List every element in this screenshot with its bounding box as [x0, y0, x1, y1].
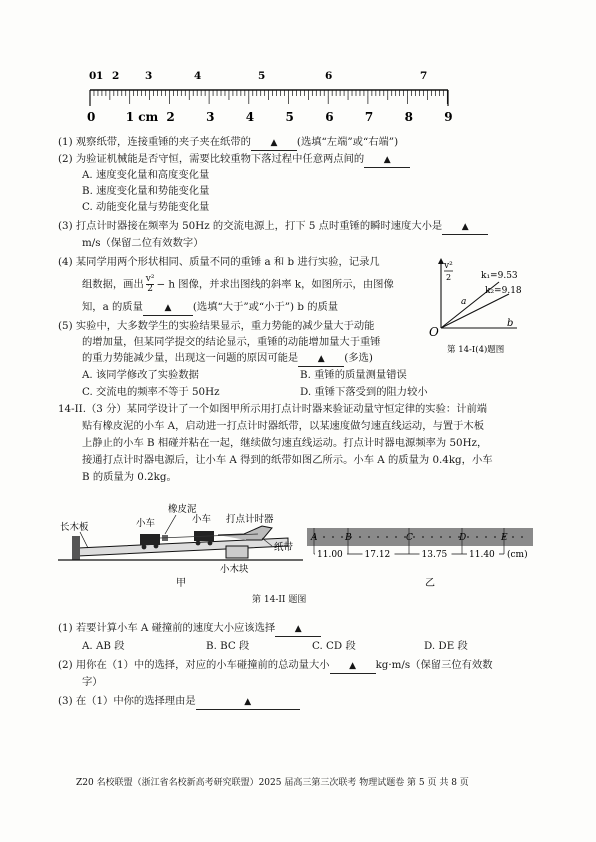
- q5-option-d: D. 重锤下落受到的阻力较小: [300, 386, 428, 398]
- q4-frac-num: v²: [145, 274, 155, 284]
- q1-line: (1) 观察纸带，连接重锤的夹子夹在纸带的 ▲ (选填“左端”或“右端”): [58, 135, 398, 151]
- tape-dot: [413, 536, 415, 538]
- tape-dimension: 13.75: [421, 550, 448, 560]
- ruler-cm-label: 0: [87, 110, 96, 124]
- p2-q1-option-b: B. BC 段: [206, 640, 250, 652]
- tape-dot: [395, 536, 397, 538]
- ruler-cm-label: 2: [166, 110, 175, 124]
- tape-point-label: A: [311, 533, 318, 543]
- tape-dimensions: [314, 548, 528, 560]
- tape-point-label: C: [406, 533, 413, 543]
- tape-dot: [449, 536, 451, 538]
- label-clay: 橡皮泥: [168, 504, 197, 515]
- car-a: [140, 534, 160, 545]
- q2-option-c: C. 动能变化量与势能变化量: [82, 201, 210, 213]
- ruler-cm-label: 6: [325, 110, 334, 124]
- ruler-cm-label: 5: [285, 110, 294, 124]
- p2-q3-answer-blank[interactable]: ▲: [196, 694, 300, 710]
- label-jia: 甲: [176, 578, 186, 589]
- p2-q3-line: (3) 在（1）中你的选择理由是 ▲: [58, 694, 300, 710]
- label-car-2: 小车: [192, 514, 212, 525]
- ruler-cm-label: 4: [245, 110, 255, 124]
- graph-y-den: 2: [446, 273, 452, 282]
- tape-dot: [467, 536, 469, 538]
- paper-tape: [307, 528, 533, 546]
- part2-intro-4: 接通打点计时器电源后，让小车 A 得到的纸带如图乙所示。小车 A 的质量为 0.4kg，小车: [82, 454, 493, 466]
- ruler-cm-label: 7: [364, 110, 374, 124]
- figure-jia-apparatus: [58, 498, 303, 593]
- graph-line-b-label: b: [507, 318, 514, 329]
- tape-dimension: 11.00: [317, 550, 343, 560]
- long-board: [78, 538, 288, 556]
- figure-yi-tape: [305, 524, 540, 592]
- q4-answer-blank[interactable]: ▲: [143, 300, 193, 316]
- q3-line2: m/s（保留二位有效数字）: [82, 237, 204, 249]
- part2-figure-caption: 第 14-II 题图: [252, 595, 307, 605]
- tape-dot-label: 4: [194, 70, 202, 82]
- q5-line1: (5) 实验中，大多数学生的实验结果显示，重力势能的减少量大于动能: [58, 320, 375, 332]
- q4-line2: 组数据，画出 $\frac{\text{v²}}{2}$ − h 图像，并求出图线的斜率 k，如图所示，由图像: [82, 274, 394, 294]
- ruler-cm-label: 9: [444, 110, 453, 124]
- ruler-cm-label: 8: [404, 110, 413, 124]
- tape-dot-labels: [89, 70, 427, 82]
- tape-dot: [341, 536, 343, 538]
- q2-option-b: B. 速度变化量和势能变化量: [82, 185, 210, 197]
- tape-dot-label: 3: [145, 70, 153, 82]
- tape-dot: [368, 536, 370, 538]
- graph-caption: 第 14-I(4)题图: [447, 345, 505, 355]
- tape-dot: [476, 536, 478, 538]
- tape-dot: [494, 536, 496, 538]
- p2-q2-answer-blank[interactable]: ▲: [330, 658, 376, 674]
- tape-dot: [377, 536, 379, 538]
- tape-dot-label: 2: [112, 70, 120, 82]
- p2-q1-option-d: D. DE 段: [424, 640, 468, 652]
- q2-option-a: A. 速度变化量和高度变化量: [82, 169, 210, 181]
- tape-dot: [485, 536, 487, 538]
- q5-option-a: A. 该同学修改了实验数据: [82, 369, 199, 381]
- q5-line3: 的重力势能减少量，出现这一问题的原因可能是 ▲ (多选): [82, 351, 373, 367]
- tape-dot: [323, 536, 325, 538]
- tape-unit: (cm): [507, 550, 528, 560]
- q3-answer-blank[interactable]: ▲: [442, 219, 488, 235]
- graph-origin: O: [429, 325, 439, 339]
- q4-line1: (4) 某同学用两个形状相同、质量不同的重锤 a 和 b 进行实验，记录几: [58, 256, 380, 268]
- v2-h-graph: [425, 256, 535, 356]
- tape-dot-label: 7: [420, 70, 428, 82]
- q2-line: (2) 为验证机械能是否守恒，需要比较重物下落过程中任意两点间的 ▲: [58, 152, 410, 168]
- tape-dot-label: 5: [258, 70, 266, 82]
- tape-dot: [386, 536, 388, 538]
- ruler-body: [90, 90, 448, 106]
- part2-intro-5: B 的质量为 0.2kg。: [82, 471, 177, 483]
- q1-answer-blank[interactable]: ▲: [251, 135, 297, 151]
- q3-line: (3) 打点计时器接在频率为 50Hz 的交流电源上，打下 5 点时重锤的瞬时速度大小是 ▲: [58, 219, 488, 235]
- tape-dot: [332, 536, 334, 538]
- label-timer: 打点计时器: [226, 514, 274, 525]
- q4-line3: 知，a 的质量 ▲ (选填“大于”或“小于”) b 的质量: [82, 300, 338, 316]
- label-yi: 乙: [425, 578, 435, 589]
- tape-dimension: 17.12: [364, 550, 391, 560]
- label-car-1: 小车: [136, 518, 156, 529]
- tape-dot: [440, 536, 442, 538]
- small-block: [226, 546, 248, 558]
- ruler-cm-label: 1 cm: [125, 110, 159, 124]
- label-tape: 纸带: [274, 542, 294, 553]
- part2-intro-3: 上静止的小车 B 相碰并粘在一起，继续做匀速直线运动。打点计时器电源频率为 50Hz，: [82, 437, 488, 449]
- graph-k2: k₂=9.18: [485, 286, 522, 296]
- tape-dimension: 11.40: [469, 550, 495, 560]
- q5-option-b: B. 重锤的质量测量错误: [300, 369, 407, 381]
- tape-point-label: B: [345, 533, 352, 543]
- tape-dot-label: 0: [89, 70, 97, 82]
- timer: [218, 526, 272, 540]
- ruler-cm-labels: [87, 110, 453, 124]
- p2-q1-option-c: C. CD 段: [312, 640, 356, 652]
- part2-intro-2: 贴有橡皮泥的小车 A，启动进一打点计时器纸带，以某速度做匀速直线运动，与置于木板: [82, 420, 484, 432]
- q5-line2: 的增加量，但某同学提交的结论显示，重锤的动能增加量大于重锤: [82, 336, 381, 348]
- tape-point-label: D: [459, 533, 467, 543]
- q5-answer-blank[interactable]: ▲: [298, 351, 344, 367]
- tape-dot: [422, 536, 424, 538]
- p2-q2-line: (2) 用你在（1）中的选择，对应的小车碰撞前的总动量大小 ▲ kg·m/s（保留三位有效数: [58, 658, 493, 674]
- board-end-stop: [72, 536, 80, 560]
- ruler-tape-figure: [82, 66, 462, 124]
- q2-answer-blank[interactable]: ▲: [364, 152, 410, 168]
- graph-k1: k₁=9.53: [481, 271, 518, 281]
- tape-dot-label: 1: [96, 70, 104, 82]
- ruler-cm-label: 3: [206, 110, 215, 124]
- label-block: 小木块: [220, 564, 249, 575]
- tape-dot: [512, 536, 514, 538]
- page-footer: Z20 名校联盟（浙江省名校新高考研究联盟）2025 届高三第三次联考 物理试题卷 第 5 页 共 8 页: [76, 778, 469, 788]
- p2-q1-line: (1) 若要计算小车 A 碰撞前的速度大小应该选择 ▲: [58, 621, 321, 637]
- tape-dot: [521, 536, 523, 538]
- label-board: 长木板: [60, 522, 89, 533]
- q4-frac-den: 2: [147, 284, 153, 294]
- part2-intro-1: 14-II.（3 分）某同学设计了一个如图甲所示用打点计时器来验证动量守恒定律的实验：计前端: [58, 403, 488, 415]
- p2-q1-option-a: A. AB 段: [82, 640, 125, 652]
- line-b: [441, 294, 509, 328]
- tape-dot: [431, 536, 433, 538]
- p2-q1-answer-blank[interactable]: ▲: [275, 621, 321, 637]
- p2-q2-line2: 字）: [82, 676, 103, 688]
- tape-point-label: E: [501, 533, 508, 543]
- graph-y-label: v²: [444, 261, 453, 271]
- graph-line-a-label: a: [461, 297, 467, 307]
- q5-option-c: C. 交流电的频率不等于 50Hz: [82, 386, 220, 398]
- tape-dot-label: 6: [325, 70, 333, 82]
- tape-dot: [359, 536, 361, 538]
